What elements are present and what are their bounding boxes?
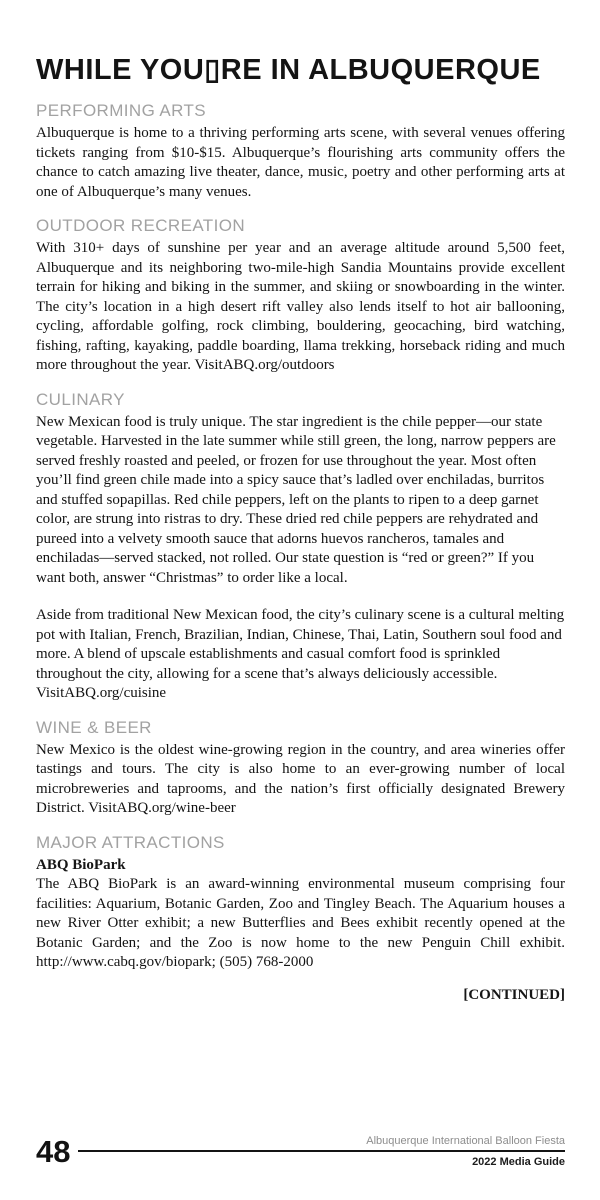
footer-guide-name: 2022 Media Guide (472, 1156, 565, 1168)
paragraph: Aside from traditional New Mexican food, the city’s culinary scene is a cultural melting pot with Italian, French, Brazilian, Indian, Chinese, Thai, Latin, Southern soul food and more. A blend of upscale establishments and casual comfort food is sprinkled throughout the city, allowing for a scene that’s always deliciously accessible. VisitABQ.org/cuisine (36, 607, 565, 701)
section-heading-wine-beer: WINE & BEER (36, 717, 152, 737)
footer-right-block (78, 1135, 565, 1168)
attraction-subheading: ABQ BioPark (36, 856, 126, 873)
paragraph: The ABQ BioPark is an award-winning environmental museum comprising four facilities: Aquarium, Botanic Garden, Zoo and Tingley Beach. The Aquarium houses a new River Otter exhibit; a new Butterflies and Bees exhibit recently opened at the Botanic Garden; and the Zoo is now home to the new Penguin Chill exhibit. http://www.cabq.gov/biopark; (505) 768-2000 (36, 876, 565, 970)
continued-marker: [CONTINUED] (463, 986, 565, 1003)
section-wine-beer (36, 718, 565, 819)
section-major-attractions (36, 833, 565, 973)
section-performing-arts (36, 101, 565, 202)
section-outdoor-recreation (36, 216, 565, 376)
footer-row (36, 1135, 565, 1168)
paragraph: New Mexican food is truly unique. The star ingredient is the chile pepper—our state vegetable. Harvested in the late summer while still green, the long, narrow peppers are served freshly roasted and peeled, or frozen for use throughout the year. Most often you’ll find green chile made into a spicy sauce that’s ladled over enchiladas, burritos and stuffed sopapillas. Red chile peppers, left on the plants to ripen to a deep garnet color, are strung into ristras to dry. These dried red chile peppers are rehydrated and pureed into a velvety smooth sauce that adorns huevos rancheros, tamales and enchiladas—served stacked, not rolled. Our state question is “red or green?” If you want both, answer “Christmas” to order like a local. (36, 413, 556, 586)
page-title: WHILE YOU▯RE IN ALBUQUERQUE (36, 54, 541, 86)
page-footer (36, 1135, 565, 1168)
section-culinary (36, 390, 565, 704)
paragraph: New Mexico is the oldest wine-growing region in the country, and area wineries offer tastings and tours. The city is also home to an ever-growing number of local microbreweries and taprooms, and the nation’s first officially designated Brewery District. VisitABQ.org/wine-beer (36, 741, 565, 816)
footer-event-name: Albuquerque International Balloon Fiesta (366, 1135, 565, 1147)
footer-divider (78, 1150, 565, 1152)
section-heading-outdoor-recreation: OUTDOOR RECREATION (36, 216, 246, 235)
paragraph: With 310+ days of sunshine per year and an average altitude around 5,500 feet, Albuquerque and its neighboring two-mile-high Sandia Mountains provide excellent terrain for hiking and biking in the summer, and skiing or snowboarding in the winter. The city’s location in a high desert rift valley also lends itself to hot air ballooning, cycling, affordable golfing, rock climbing, bouldering, geocaching, bird watching, fishing, rafting, kayaking, paddle boarding, llama trekking, horseback riding and much more throughout the year. VisitABQ.org/outdoors (36, 240, 565, 373)
paragraph: Albuquerque is home to a thriving performing arts scene, with several venues offering tickets ranging from $10-$15. Albuquerque’s flourishing arts community offers the chance to catch amazing live theater, dance, music, poetry and other performing arts at one of Albuquerque’s many venues. (36, 125, 565, 200)
page-number: 48 (36, 1134, 71, 1169)
section-heading-major-attractions: MAJOR ATTRACTIONS (36, 832, 225, 852)
section-heading-culinary: CULINARY (36, 389, 125, 409)
section-heading-performing-arts: PERFORMING ARTS (36, 101, 207, 120)
